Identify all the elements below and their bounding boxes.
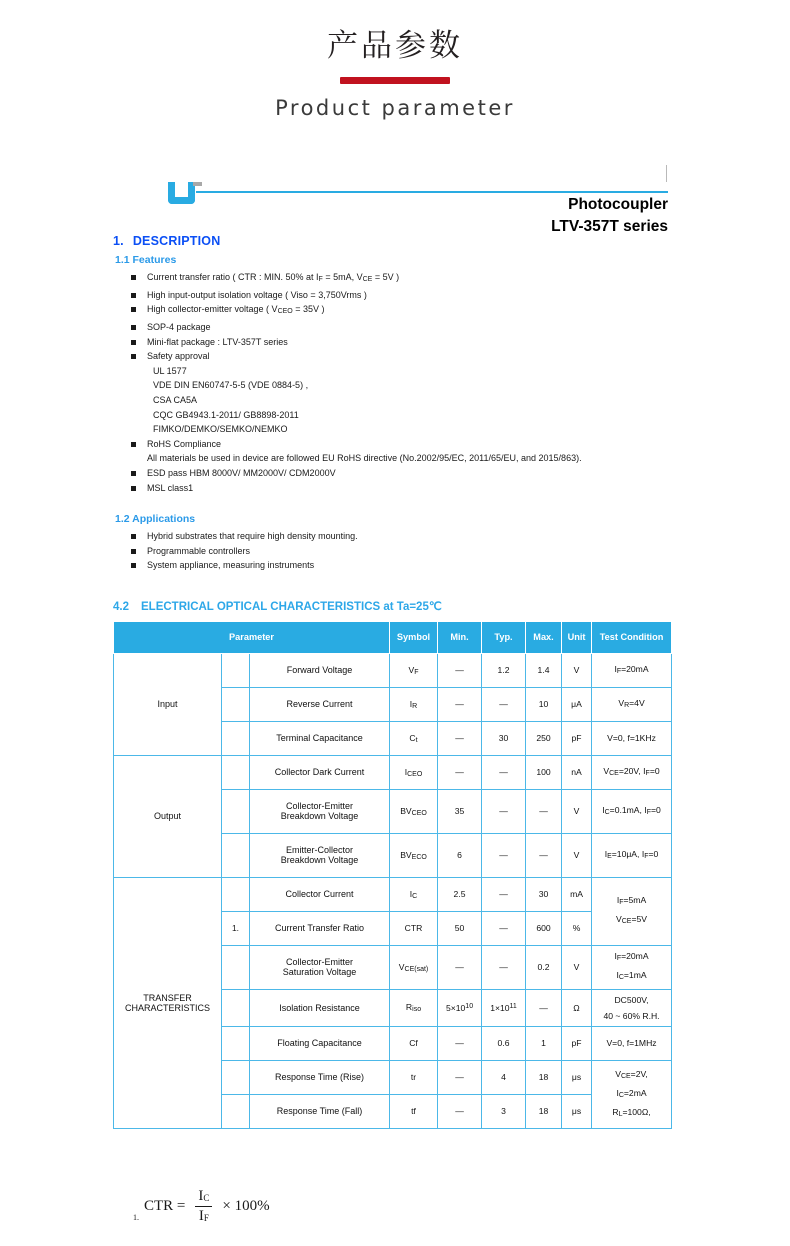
table-cell-min: — bbox=[438, 1026, 482, 1060]
table-cell-unit: V bbox=[562, 789, 592, 833]
banner-title-chinese: 产品参数 bbox=[327, 28, 463, 64]
table-cell-parameter: Collector-Emitter Saturation Voltage bbox=[250, 945, 390, 989]
table-cell-min: $5\times 10^{10}$ bbox=[438, 989, 482, 1026]
table-cell-note bbox=[222, 989, 250, 1026]
features-list bbox=[127, 270, 668, 495]
table-header-row bbox=[114, 621, 672, 653]
table-cell-note bbox=[222, 721, 250, 755]
table-cell-unit: pF bbox=[562, 1026, 592, 1060]
table-cell-parameter: Collector-Emitter Breakdown Voltage bbox=[250, 789, 390, 833]
table-cell-symbol: $C_t$ bbox=[390, 721, 438, 755]
table-cell-test-condition: $I_F=20mA$ $I_C=1mA$ bbox=[592, 945, 672, 989]
table-cell-test-condition: $I_C=0.1mA$, $I_F=0$ bbox=[592, 789, 672, 833]
table-cell-typ: — bbox=[482, 789, 526, 833]
ctr-formula bbox=[133, 1188, 270, 1225]
section-electrical-number: 4.2 bbox=[113, 600, 129, 613]
table-cell-unit: pF bbox=[562, 721, 592, 755]
document-title-line2: LTV-357T series bbox=[551, 218, 668, 236]
table-cell-min: — bbox=[438, 1094, 482, 1128]
banner-red-rule bbox=[340, 77, 450, 84]
table-cell-min: 2.5 bbox=[438, 877, 482, 911]
section-electrical-title: ELECTRICAL OPTICAL CHARACTERISTICS at Ta=25℃ bbox=[141, 600, 442, 613]
table-cell-typ: 4 bbox=[482, 1060, 526, 1094]
header-divider-line bbox=[196, 191, 668, 192]
table-cell-unit: V bbox=[562, 945, 592, 989]
table-cell-parameter: Collector Dark Current bbox=[250, 755, 390, 789]
table-group-label: Output bbox=[114, 755, 222, 877]
list-item: System appliance, measuring instruments bbox=[127, 558, 668, 573]
table-cell-typ: — bbox=[482, 833, 526, 877]
table-cell-symbol: Cf bbox=[390, 1026, 438, 1060]
table-cell-unit: % bbox=[562, 911, 592, 945]
table-cell-typ: 1.2 bbox=[482, 653, 526, 687]
table-cell-test-condition: V=0, f=1MHz bbox=[592, 1026, 672, 1060]
section-electrical-heading bbox=[113, 599, 668, 613]
table-cell-note bbox=[222, 755, 250, 789]
table-cell-unit: μA bbox=[562, 687, 592, 721]
table-cell-note: 1. bbox=[222, 911, 250, 945]
table-cell-max: 1 bbox=[526, 1026, 562, 1060]
list-item: Current transfer ratio ( CTR : MIN. 50% at $I_F = 5mA$, $V_{CE} = 5V$ ) bbox=[127, 270, 668, 288]
table-cell-parameter: Emitter-Collector Breakdown Voltage bbox=[250, 833, 390, 877]
table-cell-typ: 0.6 bbox=[482, 1026, 526, 1060]
table-cell-test-condition: $I_F=5mA$ $V_{CE}=5V$ bbox=[592, 877, 672, 945]
table-cell-note bbox=[222, 1094, 250, 1128]
table-cell-unit: V bbox=[562, 653, 592, 687]
table-cell-max: 1.4 bbox=[526, 653, 562, 687]
table-cell-unit: μs bbox=[562, 1094, 592, 1128]
table-cell-typ: — bbox=[482, 877, 526, 911]
table-cell-typ: — bbox=[482, 911, 526, 945]
formula-numerator: $I_C$ bbox=[198, 1188, 210, 1204]
safety-sublist-item: CQC GB4943.1-2011/ GB8898-2011 bbox=[153, 409, 299, 420]
table-cell-typ: $1\times 10^{11}$ bbox=[482, 989, 526, 1026]
safety-sublist-item: VDE DIN EN60747-5-5 (VDE 0884-5) , bbox=[153, 380, 309, 391]
table-cell-test-condition: V=0, f=1KHz bbox=[592, 721, 672, 755]
table-cell-note bbox=[222, 653, 250, 687]
col-header-symbol: Symbol bbox=[390, 621, 438, 653]
col-header-parameter: Parameter bbox=[114, 621, 390, 653]
table-cell-note bbox=[222, 1026, 250, 1060]
col-header-min: Min. bbox=[438, 621, 482, 653]
table-cell-unit: mA bbox=[562, 877, 592, 911]
brand-logo-tail-icon bbox=[193, 182, 202, 186]
table-cell-typ: — bbox=[482, 945, 526, 989]
subsection-features-heading: 1.1 Features bbox=[115, 254, 177, 267]
subsection-applications-heading: 1.2 Applications bbox=[115, 513, 196, 526]
table-cell-max: 600 bbox=[526, 911, 562, 945]
table-cell-max: 18 bbox=[526, 1060, 562, 1094]
formula-denominator: $I_F$ bbox=[198, 1208, 209, 1225]
table-cell-unit: μs bbox=[562, 1060, 592, 1094]
table-cell-parameter: Current Transfer Ratio bbox=[250, 911, 390, 945]
table-cell-parameter: Floating Capacitance bbox=[250, 1026, 390, 1060]
table-cell-symbol: tr bbox=[390, 1060, 438, 1094]
table-cell-max: 0.2 bbox=[526, 945, 562, 989]
table-group-label: Input bbox=[114, 653, 222, 755]
table-cell-note bbox=[222, 833, 250, 877]
safety-sublist-item: FIMKO/DEMKO/SEMKO/NEMKO bbox=[153, 424, 288, 435]
table-body bbox=[114, 653, 672, 1128]
table-cell-min: — bbox=[438, 687, 482, 721]
table-cell-symbol: $V_{CE(sat)}$ bbox=[390, 945, 438, 989]
page-content bbox=[113, 234, 668, 1129]
list-item: Programmable controllers bbox=[127, 544, 668, 559]
table-cell-min: 6 bbox=[438, 833, 482, 877]
formula-index: 1. bbox=[133, 1213, 139, 1223]
table-cell-symbol: $BV_{CEO}$ bbox=[390, 789, 438, 833]
table-cell-min: — bbox=[438, 1060, 482, 1094]
document-title-line1: Photocoupler bbox=[568, 196, 668, 214]
table-cell-parameter: Response Time (Fall) bbox=[250, 1094, 390, 1128]
table-cell-test-condition: $V_R=4V$ bbox=[592, 687, 672, 721]
table-cell-symbol: $I_{CEO}$ bbox=[390, 755, 438, 789]
table-cell-min: — bbox=[438, 945, 482, 989]
table-cell-typ: 3 bbox=[482, 1094, 526, 1128]
table-cell-min: 50 bbox=[438, 911, 482, 945]
table-cell-unit: V bbox=[562, 833, 592, 877]
table-cell-symbol: $R_{iso}$ bbox=[390, 989, 438, 1026]
list-item: RoHS Compliance bbox=[127, 437, 668, 452]
table-cell-typ: — bbox=[482, 755, 526, 789]
table-cell-test-condition: $I_E=10\mu A$, $I_F=0$ bbox=[592, 833, 672, 877]
table-cell-parameter: Reverse Current bbox=[250, 687, 390, 721]
table-cell-test-condition: DC500V, 40 ~ 60% R.H. bbox=[592, 989, 672, 1026]
header-tick-mark bbox=[666, 165, 667, 182]
list-item: ESD pass HBM 8000V/ MM2000V/ CDM2000V bbox=[127, 466, 668, 481]
list-item: SOP-4 package bbox=[127, 320, 668, 335]
list-item: High input-output isolation voltage ( Viso = 3,750Vrms ) bbox=[127, 288, 668, 303]
table-cell-note bbox=[222, 877, 250, 911]
banner-title-english: Product parameter bbox=[275, 96, 515, 121]
document-header bbox=[168, 166, 668, 236]
table-cell-symbol: $V_F$ bbox=[390, 653, 438, 687]
table-cell-test-condition: $V_{CE}=2V$, $I_C=2mA$ $R_L=100\Omega$, bbox=[592, 1060, 672, 1128]
table-cell-symbol: $I_R$ bbox=[390, 687, 438, 721]
formula-fraction bbox=[195, 1188, 212, 1225]
table-group-label: TRANSFER CHARACTERISTICS bbox=[114, 877, 222, 1128]
list-item: MSL class1 bbox=[127, 481, 668, 496]
table-cell-note bbox=[222, 1060, 250, 1094]
table-cell-note bbox=[222, 687, 250, 721]
document-title bbox=[551, 194, 668, 238]
table-cell-max: 30 bbox=[526, 877, 562, 911]
table-cell-symbol: $I_C$ bbox=[390, 877, 438, 911]
table-cell-min: 35 bbox=[438, 789, 482, 833]
rohs-detail-text: All materials be used in device are followed EU RoHS directive (No.2002/95/EC, 2011/65/EU, and 2015/863). bbox=[147, 453, 582, 464]
table-cell-test-condition: $I_F=20mA$ bbox=[592, 653, 672, 687]
table-cell-typ: — bbox=[482, 687, 526, 721]
table-cell-max: 100 bbox=[526, 755, 562, 789]
table-cell-symbol: tf bbox=[390, 1094, 438, 1128]
col-header-test-condition: Test Condition bbox=[592, 621, 672, 653]
formula-lhs: CTR = bbox=[144, 1198, 186, 1215]
table-cell-symbol: $BV_{ECO}$ bbox=[390, 833, 438, 877]
table-cell-parameter: Response Time (Rise) bbox=[250, 1060, 390, 1094]
table-cell-symbol: CTR bbox=[390, 911, 438, 945]
table-cell-parameter: Terminal Capacitance bbox=[250, 721, 390, 755]
table-cell-max: — bbox=[526, 833, 562, 877]
brand-u-logo-icon bbox=[168, 182, 195, 204]
table-cell-max: — bbox=[526, 989, 562, 1026]
table-cell-min: — bbox=[438, 653, 482, 687]
electrical-characteristics-table bbox=[113, 621, 672, 1129]
applications-list bbox=[127, 529, 668, 573]
table-header bbox=[114, 621, 672, 653]
page-banner bbox=[0, 0, 790, 120]
table-cell-max: 10 bbox=[526, 687, 562, 721]
table-row bbox=[114, 653, 672, 687]
table-cell-max: 18 bbox=[526, 1094, 562, 1128]
table-cell-max: — bbox=[526, 789, 562, 833]
table-cell-min: — bbox=[438, 721, 482, 755]
section-description-title: DESCRIPTION bbox=[132, 234, 221, 249]
table-cell-min: — bbox=[438, 755, 482, 789]
col-header-typ: Typ. bbox=[482, 621, 526, 653]
table-cell-test-condition: $V_{CE}=20V$, $I_F=0$ bbox=[592, 755, 672, 789]
table-cell-note bbox=[222, 789, 250, 833]
list-item: Hybrid substrates that require high density mounting. bbox=[127, 529, 668, 544]
table-cell-unit: Ω bbox=[562, 989, 592, 1026]
table-cell-unit: nA bbox=[562, 755, 592, 789]
table-cell-parameter: Forward Voltage bbox=[250, 653, 390, 687]
list-item: High collector-emitter voltage ( $V_{CEO} = 35V$ ) bbox=[127, 302, 668, 320]
list-item: Safety approval bbox=[127, 349, 668, 364]
table-cell-parameter: Collector Current bbox=[250, 877, 390, 911]
table-cell-typ: 30 bbox=[482, 721, 526, 755]
table-row bbox=[114, 755, 672, 789]
table-cell-note bbox=[222, 945, 250, 989]
formula-rhs: × 100% bbox=[222, 1198, 270, 1215]
safety-sublist-item: UL 1577 bbox=[153, 365, 187, 376]
col-header-max: Max. bbox=[526, 621, 562, 653]
col-header-unit: Unit bbox=[562, 621, 592, 653]
safety-sublist-item: CSA CA5A bbox=[153, 394, 198, 405]
table-cell-max: 250 bbox=[526, 721, 562, 755]
list-item: Mini-flat package : LTV-357T series bbox=[127, 335, 668, 350]
table-row bbox=[114, 877, 672, 911]
section-description-number: 1. bbox=[113, 234, 124, 249]
table-cell-parameter: Isolation Resistance bbox=[250, 989, 390, 1026]
